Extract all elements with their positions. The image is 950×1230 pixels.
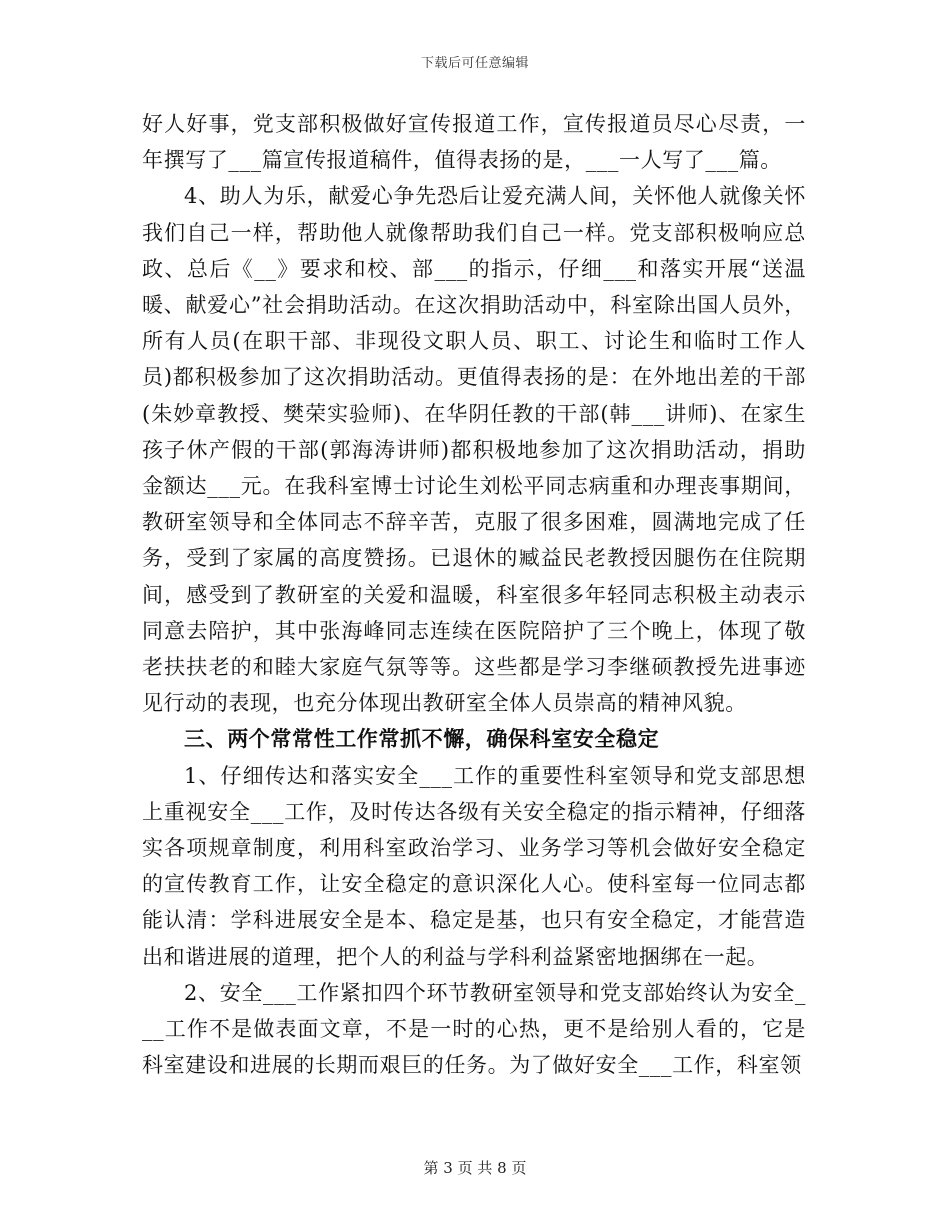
page-footer: 第 3 页 共 8 页 — [423, 1159, 527, 1177]
page-header: 下载后可任意编辑 — [420, 56, 529, 71]
paragraph-item-2: 2、安全___工作紧扣四个环节教研室领导和党支部始终认为安全___工作不是做表面文章，不是一时的心热，更不是给别人看的，它是科室建设和进展的长期而艰巨的任务。为了做好安全___工作，科室领 — [142, 980, 806, 1078]
paragraph-item-1: 1、仔细传达和落实安全___工作的重要性科室领导和党支部思想上重视安全___工作，及时传达各级有关安全稳定的指示精神，仔细落实各项规章制度，利用科室政治学习、业务学习等机会做好安全稳定的宣传教育工作，让安全稳定的意识深化人心。使科室每一位同志都能认清：学科进展安全是本、稳定是基，也只有安全稳定，才能营造出和谐进展的道理，把个人的利益与学科利益紧密地捆绑在一起。 — [142, 763, 806, 969]
document-body — [142, 106, 806, 1083]
paragraph-continuation: 好人好事，党支部积极做好宣传报道工作，宣传报道员尽心尽责，一年撰写了___篇宣传报道稿件，值得表扬的是，___一人写了___篇。 — [142, 112, 806, 173]
section-heading-3: 三、两个常常性工作常抓不懈，确保科室安全稳定 — [184, 726, 660, 752]
paragraph-item-4: 4、助人为乐，献爱心争先恐后让爱充满人间，关怀他人就像关怀我们自己一样，帮助他人就像帮助我们自己一样。党支部积极响应总政、总后《__》要求和校、部___的指示，仔细___和落实开展“送温暖、献爱心”社会捐助活动。在这次捐助活动中，科室除出国人员外，所有人员(在职干部、非现役文职人员、职工、讨论生和临时工作人员)都积极参加了这次捐助活动。更值得表扬的是：在外地出差的干部(朱妙章教授、樊荣实验师)、在华阴任教的干部(韩___讲师)、在家生孩子休产假的干部(郭海涛讲师)都积极地参加了这次捐助活动，捐助金额达___元。在我科室博士讨论生刘松平同志病重和办理丧事期间，教研室领导和全体同志不辞辛苦，克服了很多困难，圆满地完成了任务，受到了家属的高度赞扬。已退休的臧益民老教授因腿伤在住院期间，感受到了教研室的关爱和温暖，科室很多年轻同志积极主动表示同意去陪护，其中张海峰同志连续在医院陪护了三个晚上，体现了敬老扶扶老的和睦大家庭气氛等等。这些都是学习李继硕教授先进事迹见行动的表现，也充分体现出教研室全体人员崇高的精神风貌。 — [142, 184, 806, 716]
